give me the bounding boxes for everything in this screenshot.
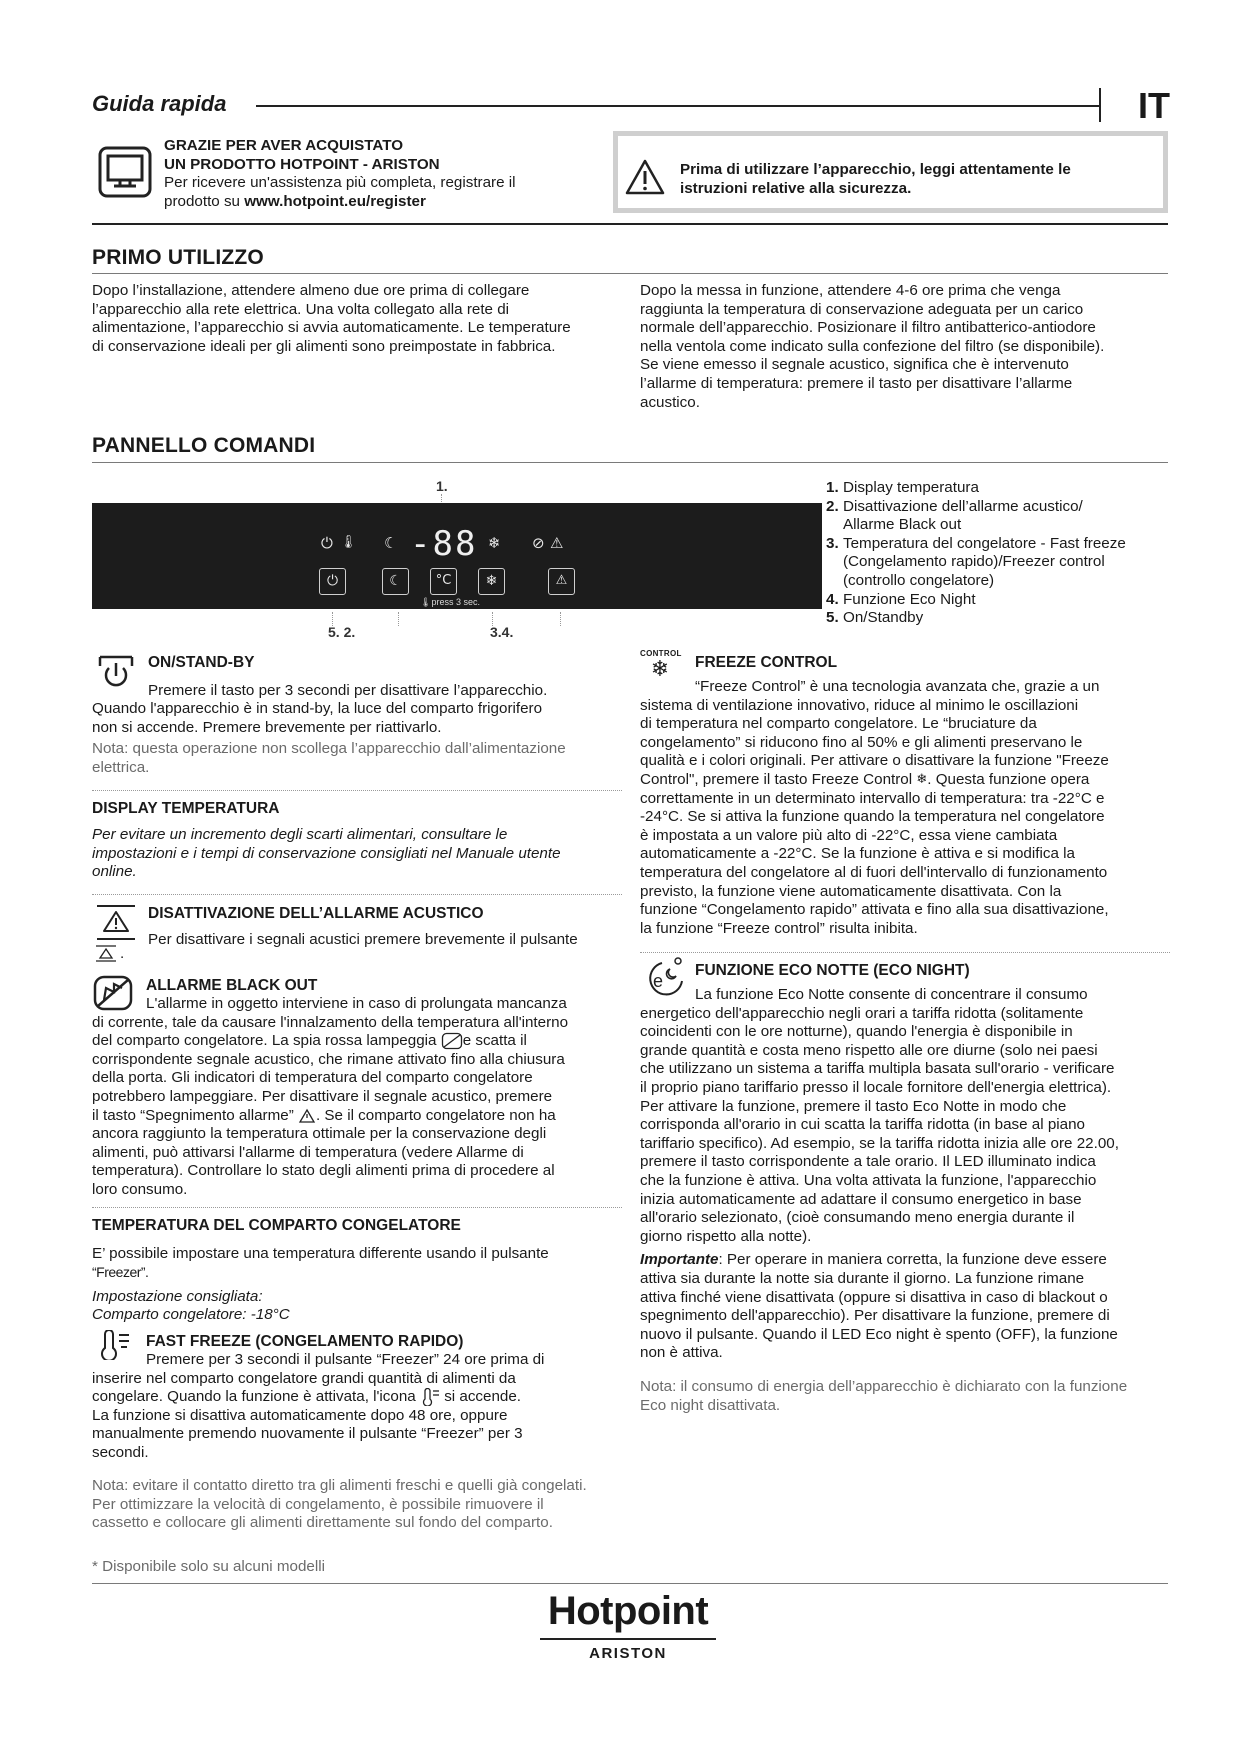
blackout-body: L'allarme in oggetto interviene in caso di prolungata mancanza di corrente, tale da causare l'innalzamento della temperatura all'interno del comparto congelatore. La spia rossa lampeggia e scatta il corrispondente segnale acustico, che rimane attivato fino alla chiusura della porta. Gli indicatori di temperatura del comparto congelatore potrebbero lampeggiare. Per disattivare il segnale acustico, premere il tasto “Spegnimento allarme” . Se il comparto congelatore non ha ancora raggiunto la temperatura ottimale per la conservazione degli alimenti, può attivarsi l'allarme di temperatura (vedere Allarme di temperatura). Controllare lo stato degli alimenti prima di procedere al loro consumo. bbox=[92, 995, 569, 1198]
panel-label-52: 5. 2. bbox=[328, 624, 356, 640]
control-panel bbox=[92, 503, 822, 609]
fastfreeze-icon-display: 🌡 bbox=[340, 535, 357, 550]
header-rule bbox=[256, 105, 1100, 107]
panel-leader-2 bbox=[398, 612, 399, 626]
fast-freeze-body: Premere per 3 secondi il pulsante “Freezer” 24 ore prima di inserire nel comparto congelatore grandi quantità di alimenti da congelare. Quando la funzione è attivata, l'icona si accende. La funzione si disattiva automaticamente dopo 48 ore, oppure manualmente premendo nuovamente il pulsante “Freezer” per 3 secondi. bbox=[92, 1351, 545, 1461]
primo-rule bbox=[92, 273, 1168, 274]
power-icon bbox=[97, 654, 135, 690]
legend-item: 3. Temperatura del congelatore - Fast freeze (Congelamento rapido)/Freezer control (controllo congelatore) bbox=[826, 534, 1126, 589]
panel-label-1: 1. bbox=[436, 478, 448, 494]
legend-item: 4. Funzione Eco Night bbox=[826, 590, 976, 608]
eco-night-button[interactable]: ☾ bbox=[382, 568, 409, 595]
onstandby-body2: Quando l'apparecchio è in stand-by, la luce del comparto frigorifero non si accende. Premere brevemente per riattivarlo. bbox=[92, 700, 543, 736]
panel-leader-4 bbox=[560, 612, 561, 626]
fast-freeze-title: FAST FREEZE (CONGELAMENTO RAPIDO) bbox=[146, 1333, 464, 1350]
alarm-off-tail: . bbox=[120, 945, 125, 962]
display-temp-title: DISPLAY TEMPERATURA bbox=[92, 800, 280, 817]
freeze-control-icon-label: CONTROL bbox=[640, 649, 682, 658]
svg-text:e: e bbox=[653, 971, 664, 991]
computer-icon bbox=[97, 145, 153, 199]
freezer-temp-body1: E’ possibile impostare una temperatura differente usando il pulsante bbox=[92, 1245, 549, 1262]
intro-line2: UN PRODOTTO HOTPOINT - ARISTON bbox=[164, 155, 440, 173]
pannello-rule bbox=[92, 462, 1168, 463]
intro-line1: GRAZIE PER AVER ACQUISTATO bbox=[164, 137, 404, 154]
freezer-button[interactable]: °C bbox=[430, 568, 457, 595]
freeze-control-icon-display: ❄ bbox=[488, 534, 501, 552]
footer-rule bbox=[92, 1583, 1168, 1584]
intro-line3: Per ricevere un'assistenza più completa, registrare il bbox=[164, 174, 516, 192]
divider bbox=[92, 894, 622, 895]
onstandby-body1: Premere il tasto per 3 secondi per disattivare l’apparecchio. bbox=[148, 682, 548, 699]
fast-freeze-note: Nota: evitare il contatto diretto tra gli alimenti freschi e quelli già congelati. Per ottimizzare la velocità di congelamento, è possibile rimuovere il cassetto e collocare gli alimenti direttamente sul fondo del comparto. bbox=[92, 1477, 587, 1532]
warning-icon bbox=[624, 158, 666, 196]
display-temp-body: Per evitare un incremento degli scarti alimentari, consultare le impostazioni e i tempi di conservazione consigliati nel Manuale utente online. bbox=[92, 826, 561, 881]
freeze-control-title: FREEZE CONTROL bbox=[695, 654, 838, 671]
blackout-icon-display: ⊘ bbox=[532, 534, 545, 552]
legend-item: 1. Display temperatura bbox=[826, 479, 979, 496]
eco-night-title: FUNZIONE ECO NOTTE (ECO NIGHT) bbox=[695, 962, 970, 979]
freezer-temp-title: TEMPERATURA DEL COMPARTO CONGELATORE bbox=[92, 1217, 461, 1234]
alarm-inline-icon bbox=[298, 1108, 316, 1124]
panel-legend bbox=[826, 479, 1186, 628]
onstandby-title: ON/STAND-BY bbox=[148, 654, 255, 671]
brand-logo bbox=[528, 1588, 728, 1662]
primo-left-text: Dopo l’installazione, attendere almeno due ore prima di collegare l’apparecchio alla rete elettrica. Una volta collegato alla rete di alimentazione, l’apparecchio si avvia automaticamente. Le temperature di conservazione ideali per gli alimenti sono preimpostate in fabbrica. bbox=[92, 282, 571, 355]
freeze-control-button[interactable]: ❄ bbox=[478, 568, 505, 595]
temperature-display: -88 bbox=[410, 524, 478, 564]
register-link[interactable]: www.hotpoint.eu/register bbox=[244, 192, 426, 210]
press-hint: 🌡press 3 sec. bbox=[420, 597, 480, 607]
primo-utilizzo-title: PRIMO UTILIZZO bbox=[92, 246, 264, 269]
divider bbox=[92, 1207, 622, 1208]
intro-text bbox=[164, 137, 604, 211]
eco-night-body: La funzione Eco Notte consente di concentrare il consumo energetico dell'apparecchio negli orari a tariffa ridotta (solitamente coincidenti con le ore notturne), quando l'energia è disponibile in grande quantità e costa meno rispetto alle ore diurne (solo nei paesi che utilizzano un sistema a tariffa multipla basata sull'orario - verificare il proprio piano tariffario presso il locale fornitore dell'energia elettrica). Per attivare la funzione, premere il tasto Eco Notte in modo che corrisponda all'orario in cui scatta la tariffa ridotta (in base al piano tariffario specifico). Ad esempio, se la tariffa ridotta inizia alle ore 22.00, premere il tasto corrispondente a tale orario. Il LED illuminato indica che la funzione è attiva. Una volta attivata la funzione, l'apparecchio inizia automaticamente ad adattare il consumo energetico in base all'orario selezionato, (cioè consumando meno energia durante il giorno rispetto alla notte). Importante: Per operare in maniera corretta, la funzione deve essere attiva sia durante la notte sia durante il giorno. La funzione rimane attiva finché viene disattivata (oppure si disattiva in caso di blackout o spegnimento dell'apparecchio). Per disattivare la funzione, premere di nuovo il pulsante. Quando il LED Eco night è spento (OFF), la funzione non è attiva. bbox=[640, 986, 1119, 1362]
freezer-temp-body2: “Freezer”. bbox=[92, 1264, 149, 1280]
alarm-off-body: Per disattivare i segnali acustici premere brevemente il pulsante bbox=[148, 931, 578, 948]
section-divider-thick bbox=[92, 223, 1168, 225]
blackout-inline-icon bbox=[441, 1032, 463, 1050]
page-title: Guida rapida bbox=[92, 91, 227, 116]
safety-warning-text: Prima di utilizzare l’apparecchio, leggi attentamente le istruzioni relative alla sicurezza. bbox=[680, 161, 1071, 197]
freezer-temp-rec2: Comparto congelatore: -18°C bbox=[92, 1306, 290, 1323]
language-code: IT bbox=[1138, 85, 1170, 126]
divider bbox=[640, 952, 1170, 953]
onstandby-note: Nota: questa operazione non scollega l’apparecchio dall’alimentazione elettrica. bbox=[92, 740, 566, 776]
header-rule-end bbox=[1099, 88, 1101, 122]
power-icon-display: ⏻ bbox=[321, 534, 333, 552]
freeze-control-icon: CONTROL ❄ bbox=[640, 649, 682, 682]
legend-item: 2. Disattivazione dell’allarme acustico/ Allarme Black out bbox=[826, 497, 1083, 534]
eco-night-note: Nota: il consumo di energia dell’apparecchio è dichiarato con la funzione Eco night disattivata. bbox=[640, 1378, 1128, 1414]
pannello-title: PANNELLO COMANDI bbox=[92, 434, 316, 457]
footnote: * Disponibile solo su alcuni modelli bbox=[92, 1558, 325, 1575]
blackout-title: ALLARME BLACK OUT bbox=[146, 977, 318, 994]
freezer-temp-rec1: Impostazione consigliata: bbox=[92, 1288, 263, 1305]
divider bbox=[92, 790, 622, 791]
legend-item: 5. On/Standby bbox=[826, 609, 924, 627]
panel-label-34: 3.4. bbox=[490, 624, 514, 640]
primo-right-text: Dopo la messa in funzione, attendere 4-6 ore prima che venga raggiunta la temperatura di conservazione adeguata per un carico normale dell’apparecchio. Posizionare il filtro antibatterico-antiodore nella ventola come indicato sulla confezione del filtro (se disponibile). Se viene emesso il segnale acustico, significa che è intervenuto l’allarme di temperatura: premere il tasto per disattivare l’allarme acustico. bbox=[640, 282, 1105, 411]
brand-name: Hotpoint bbox=[547, 1589, 709, 1633]
alarm-off-button[interactable]: ⚠ bbox=[548, 568, 575, 595]
freeze-control-inline-icon: ❄ bbox=[916, 771, 928, 787]
on-standby-button[interactable]: ⏻ bbox=[319, 568, 346, 595]
alarm-off-title: DISATTIVAZIONE DELL’ALLARME ACUSTICO bbox=[148, 905, 484, 922]
alarm-inline-icon bbox=[95, 944, 117, 962]
alarm-icon-display: ⚠ bbox=[550, 534, 564, 552]
eco-night-icon-display: ☾ bbox=[384, 534, 398, 552]
brand-sub: ARISTON bbox=[589, 1645, 667, 1662]
freeze-control-body: “Freeze Control” è una tecnologia avanzata che, grazie a un sistema di ventilazione innovativo, riduce al minimo le oscillazioni di temperatura nel comparto congelatore. Le “bruciature da congelamento” si riducono fino al 50% e gli alimenti preservano le qualità e i colori originali. Per attivare o disattivare la funzione "Freeze Control", premere il tasto Freeze Control ❄. Questa funzione opera correttamente in un determinato intervallo di temperatura: tra -22°C e -24°C. Se si attiva la funzione quando la temperatura nel congelatore è impostata a un valore più alto di -22°C, essa viene cambiata automaticamente a -22°C. Se la funzione è attiva e si modifica la temperatura del congelatore al di fuori dell'intervallo di funzionamento previsto, la funzione viene automaticamente disattivata. Con la funzione “Congelamento rapido” attivata e fino alla sua disattivazione, la funzione “Freeze control” risulta inibita. bbox=[640, 678, 1109, 937]
fast-freeze-inline-icon bbox=[420, 1388, 440, 1406]
alarm-icon bbox=[95, 903, 137, 945]
intro-line4: prodotto su www.hotpoint.eu/register bbox=[164, 192, 426, 210]
